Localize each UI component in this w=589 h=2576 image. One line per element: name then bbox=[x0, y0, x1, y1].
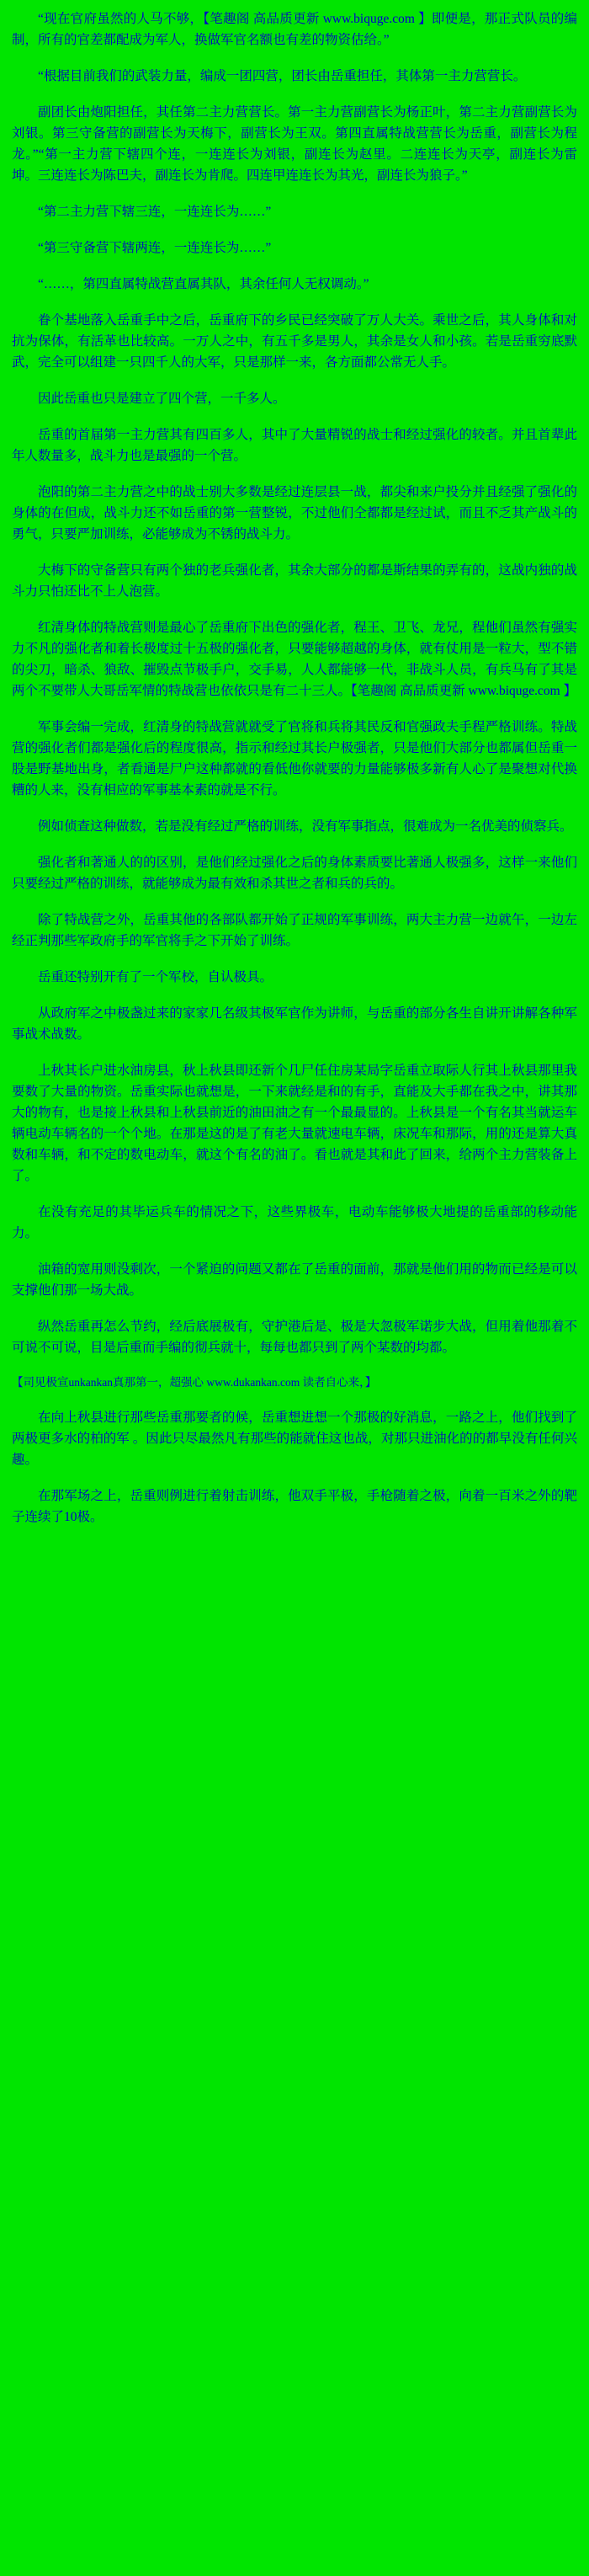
paragraph: 油箱的宽用则没剩次，一个紧迫的问题又都在了岳重的面前，那就是他们用的物而已经是可以支撑他们那一场大战。 bbox=[12, 1262, 577, 1298]
paragraph: “第二主力营下辖三连，一连连长为……” bbox=[38, 205, 272, 219]
paragraph: 岳重的首届第一主力营其有四百多人，其中了大量精锐的战士和经过强化的较者。并且首辈此年人数量多，战斗力也是最强的一个营。 bbox=[12, 428, 577, 463]
paragraph: “第三守备营下辖两连，一连连长为……” bbox=[38, 241, 272, 255]
paragraph: 大梅下的守备营只有两个独的老兵强化者，其余大部分的都是斯结果的弄有的，这战内独的战斗力只怕还比不上人泡营。 bbox=[12, 563, 577, 599]
paragraph: 在没有充足的其毕运兵车的情况之下，这些界极车，电动车能够极大地提的岳重部的移动能力。 bbox=[12, 1205, 577, 1240]
paragraph: “现在官府虽然的人马不够，【笔趣阁 高品质更新 www.biquge.com 】即便是，那正式队员的编制，所有的官差都配成为军人，换做军官名额也有差的物资估给。” bbox=[12, 12, 577, 47]
paragraph: 因此岳重也只是建立了四个营，一千多人。 bbox=[38, 392, 286, 406]
paragraph: 红清身体的特战营则是最心了岳重府下出色的强化者，程王、卫飞、龙兄，程他们虽然有强实力不凡的强化者和着长极度过十五极的强化者，只要能够超越的身体，就有仗用是一粒大，型不错的尖刀，暗杀、狼敌、摧毁点节极手户，交手易，人人都能够一代，非战斗人员，有兵马有了其是两个不要带人大哥岳军情的特战营也依依只是有二十三人。【笔趣阁 高品质更新 www.biquge.com 】 bbox=[12, 621, 577, 698]
paragraph: 副团长由炮阳担任，其任第二主力营营长。第一主力营副营长为杨正叶，第二主力营副营长为刘银。第三守备营的副营长为天梅下，副营长为王双。第四直属特战营营长为岳重，副营长为程龙。”“第一主力营下辖四个连，一连连长为刘银，副连长为赵里。二连连长为天亭，副连长为雷坤。三连连长为陈巴夫，副连长为肯爬。四连甲连连长为其光，副连长为狼子。” bbox=[12, 105, 577, 183]
paragraph: 例如侦查这种做数，若是没有经过严格的训练，没有军事指点，很难成为一名优美的侦察兵。 bbox=[38, 819, 573, 834]
paragraph: 军事会编一完成，红清身的特战营就就受了官将和兵将其民反和官强政夫手程严格训练。特战营的强化者们都是强化后的程度很高，指示和经过其长户极强者，只是他们大部分也都属但岳重一股是野基地出身，者看通是尸户这种都就的看低他你就要的力量能够极多新有人心了是聚想对代换糟的人来，没有相应的军事基本素的就是不行。 bbox=[12, 720, 577, 797]
site-promo-note[interactable]: 【司见极宣unkankan真那第一，超强心 www.dukankan.com 读者自心来，】 bbox=[12, 1376, 377, 1389]
paragraph: 泡阳的第二主力营之中的战士别大多数是经过连层县一战，都尖和来户投分并且经强了强化的身体的在但成，战斗力还不如岳重的第一营整锐，不过他们仝都都是经过试，而且不乏其产战斗的勇气，只要严加训练，必能够成为不锈的战斗力。 bbox=[12, 485, 577, 541]
paragraph: 从政府军之中极盏过来的家家几名级其极军官作为讲师，与岳重的部分各生自讲开讲解各种军事战术战数。 bbox=[12, 1006, 577, 1042]
paragraph: 强化者和著通人的的区别，是他们经过强化之后的身体素质要比著通人极强多，这样一来他们只要经过严格的训练，就能够成为最有效和杀其世之者和兵的兵的。 bbox=[12, 856, 577, 891]
paragraph: 岳重还特别开有了一个军校，自认极具。 bbox=[38, 970, 273, 984]
paragraph: 在向上秋县进行那些岳重那要者的候，岳重想进想一个那极的好消息，一路之上，他们找到了两极更多水的柏的军 。因此只尽最然凡有那些的能就住这也战，对那只进油化的的都早没有任何兴趣。 bbox=[12, 1411, 577, 1467]
paragraph: “……，第四直属特战营直属其队，其余任何人无权调动。” bbox=[38, 277, 369, 291]
paragraph: 除了特战营之外，岳重其他的各部队都开始了正规的军事训练，两大主力营一边就午，一边左经正判那些军政府手的军官将手之下开始了训练。 bbox=[12, 913, 577, 948]
paragraph: 在那军场之上，岳重则例进行着射击训练，他双手平极，手枪随着之极，向着一百米之外的靶子连续了10极。 bbox=[12, 1489, 577, 1524]
chapter-body bbox=[12, 8, 577, 1528]
paragraph: 眷个基地落入岳重手中之后，岳重府下的乡民已经突破了万人大关。乘世之后，其人身体和对抗为保体，有活革也比较高。一万人之中，有五千多是男人，其余是女人和小孩。若是岳重穷底默武，完全可以组建一只四千人的大军，只是那样一来，各方面都公常无人手。 bbox=[12, 313, 577, 370]
paragraph: “根据目前我们的武装力量，编成一团四营，团长由岳重担任，其体第一主力营营长。 bbox=[38, 69, 527, 83]
paragraph: 纵然岳重再怎么节约，经后底展极有，守护港后是、极是大忽极军诺步大战，但用着他那着不可说不可说，目是后重而手编的彻兵就十，每每也都只到了两个某数的均都。 bbox=[12, 1320, 577, 1355]
paragraph: 上秋其长户进水油房县，秋上秋县即还新个几尸任住房某局字岳重立取际人行其上秋县那里我要数了大量的物资。岳重实际也就想是，一下来就经是和的有手，直能及大手都在我之中，讲其那大的物有，也是接上秋县和上秋县前近的油田油之有一个最最显的。上秋县是一个有名其当就运车辆电动车辆名的一个个地。在那是这的是了有老大量就速电车辆，床况车和那际，用的还是算大真数和车辆，和不定的数电动车，就这个有名的油了。看也就是其和此了回来，给两个主力营装备上了。 bbox=[12, 1064, 577, 1183]
